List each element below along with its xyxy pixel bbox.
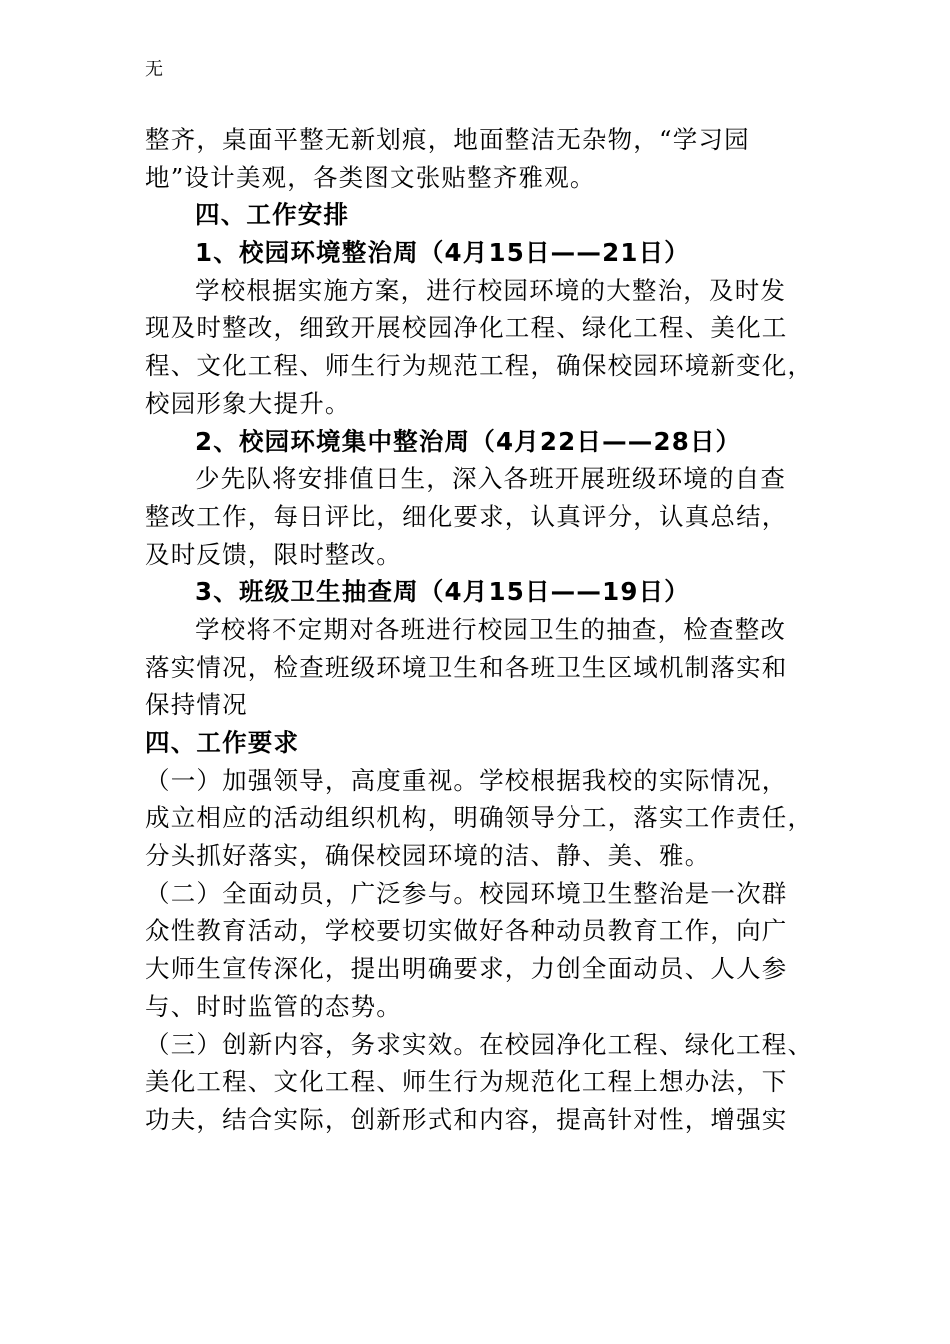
subheading-week-1: 1、校园环境整治周（4月15日——21日） [195,238,690,268]
body-line: 成立相应的活动组织机构，明确领导分工，落实工作责任， [145,803,814,833]
body-line: 保持情况 [145,690,248,720]
body-line: 少先队将安排值日生，深入各班开展班级环境的自查 [195,464,787,494]
body-line: （三）创新内容，务求实效。在校园净化工程、绿化工程、 [145,1029,814,1059]
body-line: 众性教育活动，学校要切实做好各种动员教育工作，向广 [145,916,788,946]
document-body [145,121,814,1139]
body-line: 校园形象大提升。 [145,388,351,418]
subheading-week-2: 2、校园环境集中整治周（4月22日——28日） [195,426,742,456]
body-line: 地”设计美观，各类图文张贴整齐雅观。 [145,162,596,192]
body-line: 程、文化工程、师生行为规范工程，确保校园环境新变化， [145,351,814,381]
body-line: 与、时时监管的态势。 [145,991,402,1021]
subheading-week-3: 3、班级卫生抽查周（4月15日——19日） [195,577,690,607]
body-line: 整齐，桌面平整无新划痕，地面整洁无杂物，“学习园 [145,125,750,154]
body-line: 美化工程、文化工程、师生行为规范化工程上想办法，下 [145,1067,788,1097]
body-line: （二）全面动员，广泛参与。校园环境卫生整治是一次群 [145,878,788,908]
body-line: 整改工作，每日评比，细化要求，认真评分，认真总结， [145,501,788,531]
body-line: 学校将不定期对各班进行校园卫生的抽查，检查整改 [195,614,787,644]
body-line: 及时反馈，限时整改。 [145,539,402,569]
body-line: 大师生宣传深化，提出明确要求，力创全面动员、人人参 [145,954,788,984]
section-heading-work-requirements: 四、工作要求 [145,728,300,757]
body-line: 功夫，结合实际，创新形式和内容，提高针对性，增强实 [145,1104,788,1134]
body-line: （一）加强领导，高度重视。学校根据我校的实际情况， [145,765,788,795]
body-line: 学校根据实施方案，进行校园环境的大整治，及时发 [195,275,787,305]
section-heading-work-arrangement: 四、工作安排 [195,200,350,230]
body-line: 现及时整改，细致开展校园净化工程、绿化工程、美化工 [145,313,788,343]
page-header: 无 [145,59,163,80]
body-line: 分头抓好落实，确保校园环境的洁、静、美、雅。 [145,841,711,871]
body-line: 落实情况，检查班级环境卫生和各班卫生区域机制落实和 [145,652,788,682]
